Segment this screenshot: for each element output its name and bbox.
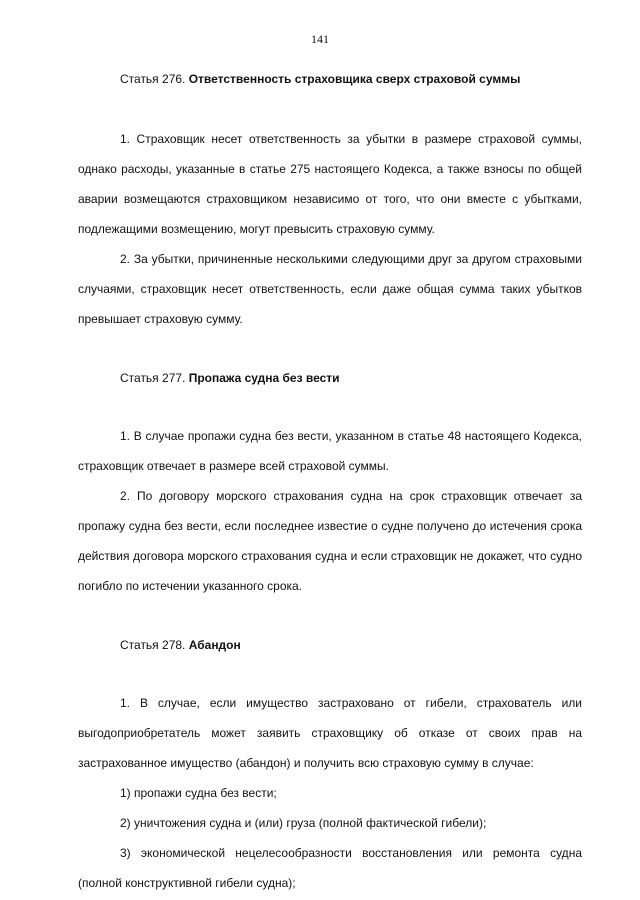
page-number: 141 <box>311 32 329 46</box>
article-278-title: Абандон <box>188 638 241 652</box>
article-277-paragraph-1: 1. В случае пропажи судна без вести, указанном в статье 48 настоящего Кодекса, страховщик отвечает в размере всей страховой суммы. <box>78 429 582 473</box>
article-276-heading <box>78 71 582 88</box>
page-content <box>78 65 582 898</box>
article-277-label: Статья 277. <box>120 371 186 385</box>
article-277-heading <box>78 370 582 387</box>
article-276-title: Ответственность страховщика сверх страховой суммы <box>188 72 521 86</box>
article-276-paragraph-1: 1. Страховщик несет ответственность за убытки в размере страховой суммы, однако расходы, указанные в статье 275 настоящего Кодекса, а также взносы по общей аварии возмещаются страховщиком независимо от того, что они вместе с убытками, подлежащими возмещению, могут превысить страховую сумму. <box>78 132 582 236</box>
article-278-list-item-1: 1) пропажи судна без вести; <box>120 786 277 800</box>
article-277-paragraph-2: 2. По договору морского страхования судна на срок страховщик отвечает за пропажу судна без вести, если последнее известие о судне получено до истечения срока действия договора морского страхования судна и если страховщик не докажет, что судно погибло по истечении указанного срока. <box>78 489 582 593</box>
article-278-label: Статья 278. <box>120 638 186 652</box>
article-278-heading <box>78 637 582 654</box>
article-278-paragraph-1: 1. В случае, если имущество застраховано от гибели, страхователь или выгодоприобретатель может заявить страховщику об отказе от своих прав на застрахованное имущество (абандон) и получить всю страховую сумму в случае: <box>78 696 582 770</box>
article-276-paragraph-2: 2. За убытки, причиненные несколькими следующими друг за другом страховыми случаями, страховщик несет ответственность, если даже общая сумма таких убытков превышает страховую сумму. <box>78 252 582 326</box>
article-277-title: Пропажа судна без вести <box>188 371 340 385</box>
article-278-list-item-3: 3) экономической нецелесообразности восстановления или ремонта судна (полной конструктивной гибели судна); <box>78 846 582 890</box>
article-276-label: Статья 276. <box>120 72 186 86</box>
article-278-list-item-2: 2) уничтожения судна и (или) груза (полной фактической гибели); <box>120 816 487 830</box>
